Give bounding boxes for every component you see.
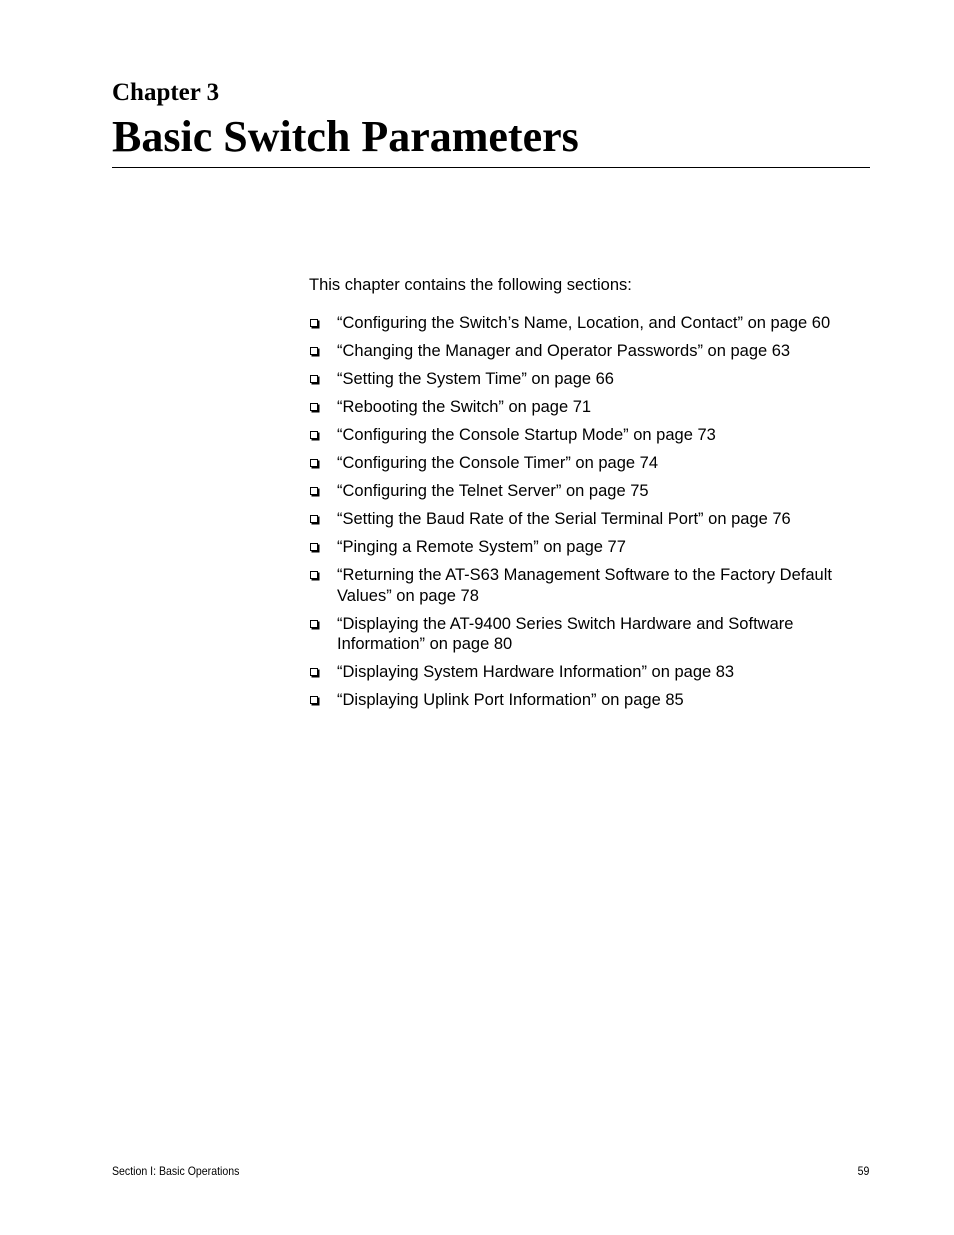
checkbox-bullet-icon: [310, 696, 318, 704]
title-divider: [112, 167, 870, 168]
checkbox-bullet-icon: [310, 543, 318, 551]
checkbox-bullet-icon: [310, 571, 318, 579]
section-list-item[interactable]: [309, 453, 869, 474]
section-link-text[interactable]: “Displaying the AT-9400 Series Switch Hardware and Software Information” on page 80: [337, 614, 794, 653]
checkbox-bullet-icon: [310, 620, 318, 628]
section-list-item[interactable]: [309, 537, 869, 558]
chapter-label: Chapter 3: [112, 79, 220, 106]
section-link-text[interactable]: “Pinging a Remote System” on page 77: [337, 538, 626, 556]
section-list-item[interactable]: [309, 614, 869, 655]
section-link-text[interactable]: “Configuring the Telnet Server” on page 75: [337, 482, 649, 500]
section-list-item[interactable]: [309, 341, 869, 362]
checkbox-bullet-icon: [310, 668, 318, 676]
section-list: [309, 313, 869, 718]
section-link-text[interactable]: “Configuring the Console Timer” on page 74: [337, 454, 659, 472]
section-link-text[interactable]: “Configuring the Switch’s Name, Location, and Contact” on page 60: [337, 314, 831, 332]
section-link-text[interactable]: “Rebooting the Switch” on page 71: [337, 398, 592, 416]
section-list-item[interactable]: [309, 690, 869, 711]
chapter-title: Basic Switch Parameters: [112, 112, 579, 161]
checkbox-bullet-icon: [310, 319, 318, 327]
section-list-item[interactable]: [309, 481, 869, 502]
checkbox-bullet-icon: [310, 487, 318, 495]
section-list-item[interactable]: [309, 313, 869, 334]
section-link-text[interactable]: “Setting the System Time” on page 66: [337, 370, 614, 388]
checkbox-bullet-icon: [310, 459, 318, 467]
checkbox-bullet-icon: [310, 431, 318, 439]
section-list-item[interactable]: [309, 509, 869, 530]
section-list-item[interactable]: [309, 662, 869, 683]
section-link-text[interactable]: “Displaying Uplink Port Information” on page 85: [337, 691, 684, 709]
section-link-text[interactable]: “Displaying System Hardware Information” on page 83: [337, 663, 735, 681]
section-link-text[interactable]: “Setting the Baud Rate of the Serial Terminal Port” on page 76: [337, 510, 791, 528]
checkbox-bullet-icon: [310, 515, 318, 523]
section-list-item[interactable]: [309, 425, 869, 446]
section-link-text[interactable]: “Returning the AT-S63 Management Software to the Factory Default Values” on page 78: [337, 566, 832, 605]
footer-page-number: 59: [857, 1164, 869, 1178]
section-list-item[interactable]: [309, 397, 869, 418]
section-link-text[interactable]: “Configuring the Console Startup Mode” on page 73: [337, 426, 716, 444]
section-link-text[interactable]: “Changing the Manager and Operator Passwords” on page 63: [337, 342, 791, 360]
checkbox-bullet-icon: [310, 347, 318, 355]
checkbox-bullet-icon: [310, 375, 318, 383]
intro-text: This chapter contains the following sections:: [309, 276, 632, 294]
footer-section-name: Section I: Basic Operations: [112, 1164, 240, 1178]
section-list-item[interactable]: [309, 369, 869, 390]
section-list-item[interactable]: [309, 565, 869, 606]
checkbox-bullet-icon: [310, 403, 318, 411]
